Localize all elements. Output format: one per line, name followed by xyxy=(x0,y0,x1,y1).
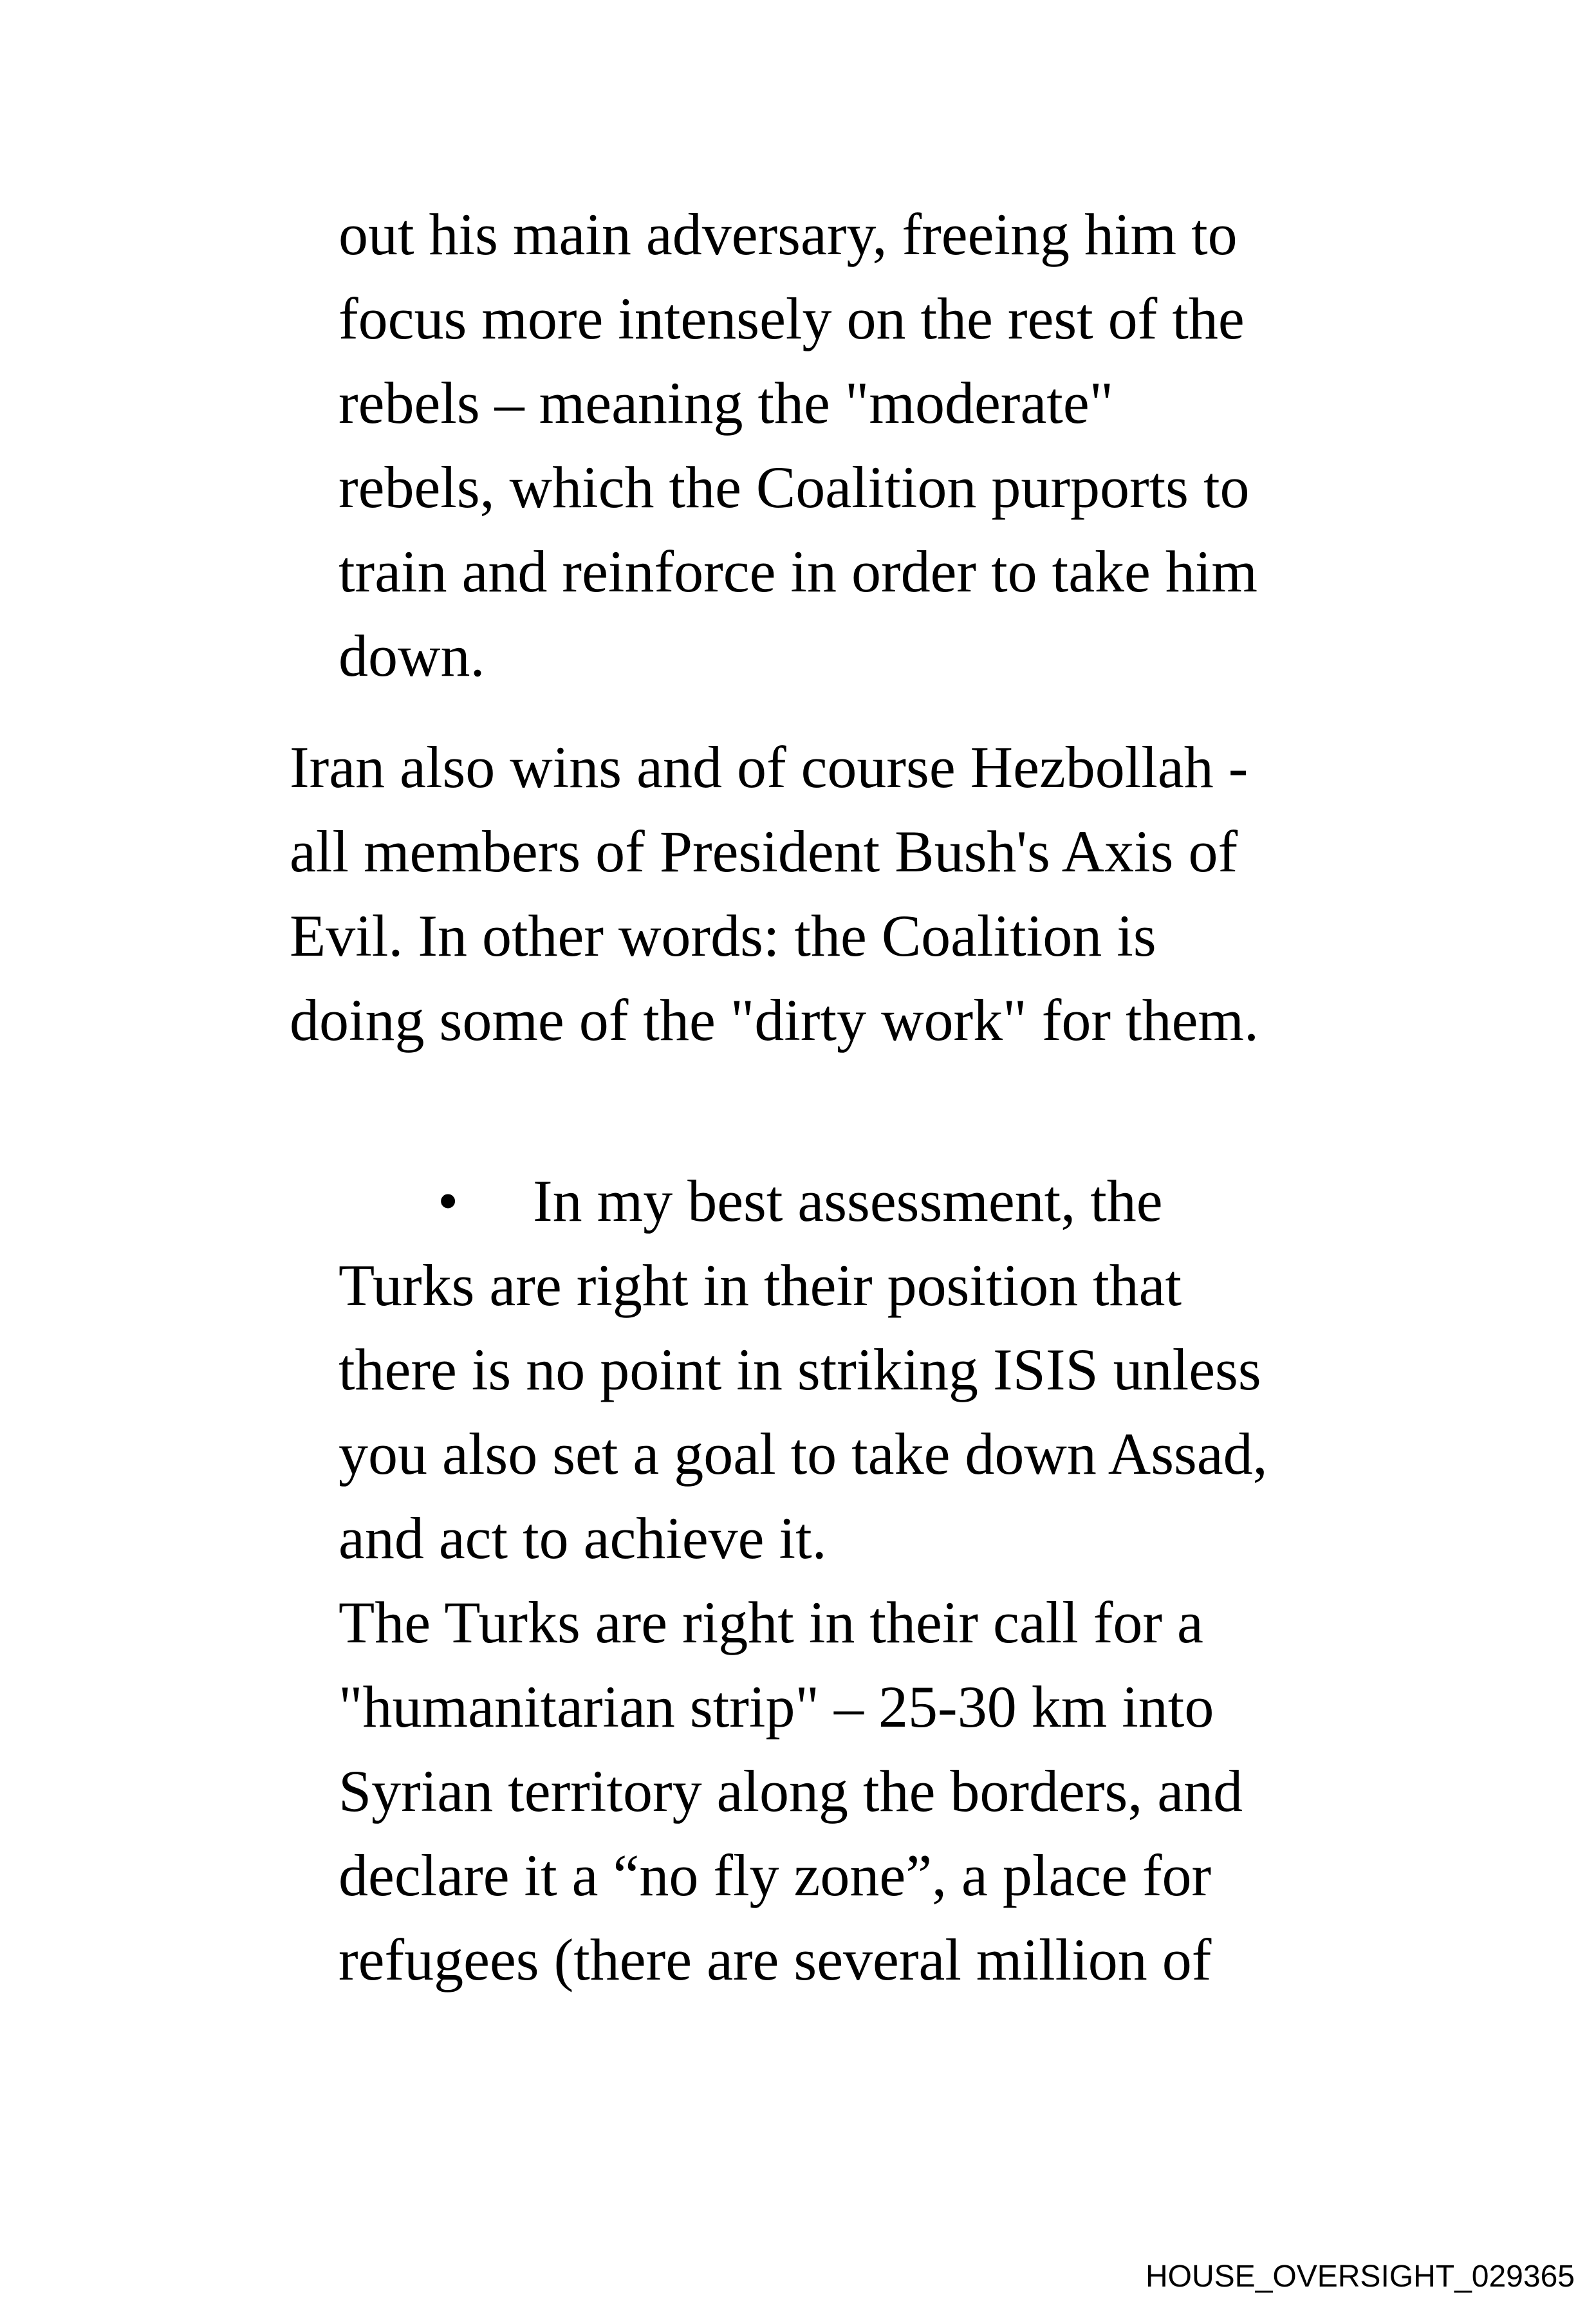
text-line: all members of President Bush's Axis of xyxy=(290,819,1238,884)
text-line: and act to achieve it. xyxy=(339,1505,827,1571)
bullet-marker: • xyxy=(438,1168,459,1234)
text-line: train and reinforce in order to take him xyxy=(339,539,1257,604)
text-line: there is no point in striking ISIS unless xyxy=(339,1337,1261,1402)
text-line: "humanitarian strip" – 25-30 km into xyxy=(339,1674,1214,1740)
text-line: refugees (there are several million of xyxy=(339,1927,1212,1992)
text-line: Turks are right in their position that xyxy=(339,1252,1182,1318)
text-line: In my best assessment, the xyxy=(533,1168,1163,1234)
text-line: rebels – meaning the "moderate" xyxy=(339,370,1114,436)
text-line: declare it a “no fly zone”, a place for xyxy=(339,1843,1212,1908)
text-line: doing some of the "dirty work" for them. xyxy=(290,987,1259,1053)
text-line: Syrian territory along the borders, and xyxy=(339,1758,1243,1824)
text-line: Iran also wins and of course Hezbollah - xyxy=(290,734,1248,800)
text-line: down. xyxy=(339,623,485,689)
text-line: rebels, which the Coalition purports to xyxy=(339,454,1250,520)
text-line: Evil. In other words: the Coalition is xyxy=(290,903,1156,969)
text-line: out his main adversary, freeing him to xyxy=(339,201,1238,267)
text-line: focus more intensely on the rest of the xyxy=(339,286,1245,351)
text-line: The Turks are right in their call for a xyxy=(339,1590,1203,1655)
text-line: you also set a goal to take down Assad, xyxy=(339,1421,1268,1487)
bates-number: HOUSE_OVERSIGHT_029365 xyxy=(1146,2260,1575,2294)
